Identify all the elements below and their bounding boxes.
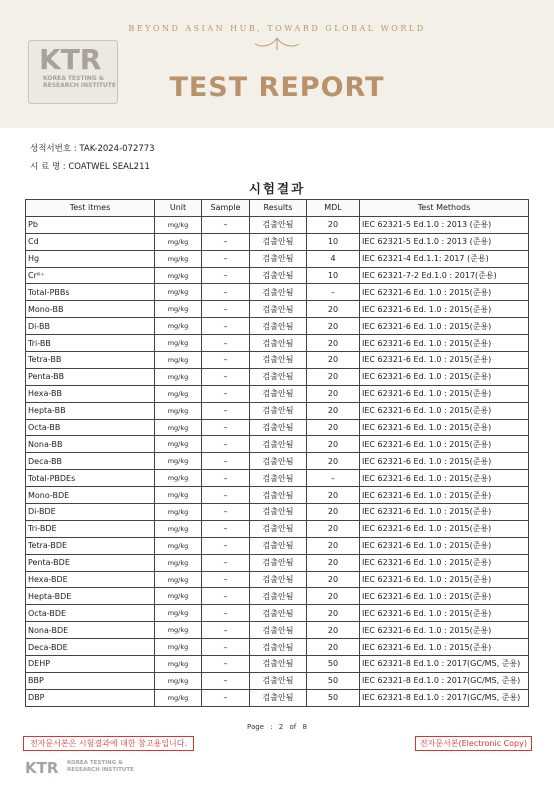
cell-method: IEC 62321-6 Ed. 1.0 : 2015(준용) — [360, 419, 529, 436]
table-row — [26, 453, 529, 470]
cell-method: IEC 62321-6 Ed. 1.0 : 2015(준용) — [360, 385, 529, 402]
cell-mdl: 20 — [307, 639, 360, 656]
cell-sample: – — [202, 419, 250, 436]
cell-unit: mg/kg — [155, 335, 202, 352]
cell-result: 검출안됨 — [250, 588, 307, 605]
cell-item: Total-PBDEs — [26, 470, 155, 487]
cell-mdl: 20 — [307, 318, 360, 335]
cell-mdl: 20 — [307, 301, 360, 318]
header-test-items: Test itmes — [26, 200, 155, 217]
report-number-value: TAK-2024-072773 — [79, 144, 155, 154]
cell-unit: mg/kg — [155, 554, 202, 571]
cell-result: 검출안됨 — [250, 571, 307, 588]
cell-sample: – — [202, 368, 250, 385]
cell-mdl: 20 — [307, 419, 360, 436]
cell-mdl: 20 — [307, 504, 360, 521]
cell-method: IEC 62321-6 Ed. 1.0 : 2015(준용) — [360, 520, 529, 537]
cell-item: Deca-BDE — [26, 639, 155, 656]
cell-item: Hepta-BB — [26, 402, 155, 419]
cell-sample: – — [202, 537, 250, 554]
cell-sample: – — [202, 656, 250, 673]
cell-sample: – — [202, 622, 250, 639]
cell-sample: – — [202, 284, 250, 301]
cell-item: Octa-BDE — [26, 605, 155, 622]
tagline: BEYOND ASIAN HUB, TOWARD GLOBAL WORLD — [128, 24, 426, 33]
cell-sample: – — [202, 520, 250, 537]
cell-method: IEC 62321-5 Ed.1.0 : 2013 (준용) — [360, 216, 529, 233]
table-row — [26, 233, 529, 250]
sample-name: 시 료 명 : COATWEL SEAL211 — [30, 162, 150, 172]
cell-item: Nona-BB — [26, 436, 155, 453]
cell-item: BBP — [26, 672, 155, 689]
table-row — [26, 487, 529, 504]
cell-unit: mg/kg — [155, 487, 202, 504]
cell-method: IEC 62321-6 Ed. 1.0 : 2015(준용) — [360, 504, 529, 521]
cell-method: IEC 62321-6 Ed. 1.0 : 2015(준용) — [360, 487, 529, 504]
cell-method: IEC 62321-6 Ed. 1.0 : 2015(준용) — [360, 639, 529, 656]
cell-unit: mg/kg — [155, 385, 202, 402]
cell-mdl: 50 — [307, 689, 360, 706]
cell-sample: – — [202, 672, 250, 689]
cell-unit: mg/kg — [155, 504, 202, 521]
cell-sample: – — [202, 301, 250, 318]
cell-result: 검출안됨 — [250, 639, 307, 656]
cell-mdl: 20 — [307, 622, 360, 639]
cell-mdl: – — [307, 470, 360, 487]
cell-item: Tri-BB — [26, 335, 155, 352]
cell-sample: – — [202, 352, 250, 369]
cell-sample: – — [202, 318, 250, 335]
cell-method: IEC 62321-6 Ed. 1.0 : 2015(준용) — [360, 470, 529, 487]
cell-unit: mg/kg — [155, 537, 202, 554]
cell-result: 검출안됨 — [250, 301, 307, 318]
cell-result: 검출안됨 — [250, 487, 307, 504]
table-row — [26, 470, 529, 487]
cell-mdl: 20 — [307, 605, 360, 622]
cell-result: 검출안됨 — [250, 689, 307, 706]
cell-unit: mg/kg — [155, 301, 202, 318]
cell-result: 검출안됨 — [250, 436, 307, 453]
table-row — [26, 318, 529, 335]
cell-result: 검출안됨 — [250, 470, 307, 487]
cell-method: IEC 62321-8 Ed.1.0 : 2017(GC/MS, 준용) — [360, 689, 529, 706]
cell-method: IEC 62321-6 Ed. 1.0 : 2015(준용) — [360, 588, 529, 605]
cell-method: IEC 62321-6 Ed. 1.0 : 2015(준용) — [360, 301, 529, 318]
cell-mdl: 10 — [307, 267, 360, 284]
cell-unit: mg/kg — [155, 656, 202, 673]
table-row — [26, 537, 529, 554]
cell-mdl: 20 — [307, 487, 360, 504]
cell-method: IEC 62321-5 Ed.1.0 : 2013 (준용) — [360, 233, 529, 250]
cell-unit: mg/kg — [155, 520, 202, 537]
table-row — [26, 504, 529, 521]
cell-sample: – — [202, 588, 250, 605]
table-row — [26, 639, 529, 656]
footer-logo-text: KOREA TESTING & RESEARCH INSTITUTE — [67, 760, 134, 773]
cell-unit: mg/kg — [155, 419, 202, 436]
cell-item: Di-BB — [26, 318, 155, 335]
table-row — [26, 335, 529, 352]
page-indicator: Page : 2 of 8 — [247, 723, 307, 731]
cell-sample: – — [202, 267, 250, 284]
cell-mdl: 4 — [307, 250, 360, 267]
cell-result: 검출안됨 — [250, 672, 307, 689]
cell-item: Deca-BB — [26, 453, 155, 470]
cell-mdl: 20 — [307, 537, 360, 554]
cell-result: 검출안됨 — [250, 554, 307, 571]
cell-mdl: 50 — [307, 656, 360, 673]
page-title: TEST REPORT — [169, 72, 385, 103]
cell-item: Nona-BDE — [26, 622, 155, 639]
cell-sample: – — [202, 385, 250, 402]
cell-item: Hexa-BDE — [26, 571, 155, 588]
cell-sample: – — [202, 216, 250, 233]
cell-unit: mg/kg — [155, 216, 202, 233]
table-row — [26, 656, 529, 673]
table-row — [26, 402, 529, 419]
report-number: 성적서번호 : TAK-2024-072773 — [30, 144, 155, 154]
cell-method: IEC 62321-7-2 Ed.1.0 : 2017(준용) — [360, 267, 529, 284]
cell-unit: mg/kg — [155, 571, 202, 588]
cell-method: IEC 62321-6 Ed. 1.0 : 2015(준용) — [360, 622, 529, 639]
electronic-copy-badge: 전자문서본(Electronic Copy) — [415, 736, 532, 751]
cell-mdl: 20 — [307, 335, 360, 352]
cell-method: IEC 62321-4 Ed.1.1: 2017 (준용) — [360, 250, 529, 267]
cell-item: Mono-BB — [26, 301, 155, 318]
cell-item: Total-PBBs — [26, 284, 155, 301]
cell-mdl: 20 — [307, 352, 360, 369]
table-row — [26, 689, 529, 706]
table-row — [26, 554, 529, 571]
cell-method: IEC 62321-8 Ed.1.0 : 2017(GC/MS, 준용) — [360, 672, 529, 689]
table-header-row — [26, 200, 529, 217]
reference-notice: 전자문서본은 시험결과에 대한 참고용입니다. — [23, 736, 194, 751]
cell-item: Penta-BDE — [26, 554, 155, 571]
cell-method: IEC 62321-6 Ed. 1.0 : 2015(준용) — [360, 605, 529, 622]
cell-item: Tri-BDE — [26, 520, 155, 537]
header-results: Results — [250, 200, 307, 217]
cell-unit: mg/kg — [155, 605, 202, 622]
cell-unit: mg/kg — [155, 352, 202, 369]
header-unit: Unit — [155, 200, 202, 217]
cell-mdl: 20 — [307, 571, 360, 588]
cell-result: 검출안됨 — [250, 504, 307, 521]
cell-unit: mg/kg — [155, 689, 202, 706]
table-row — [26, 436, 529, 453]
cell-sample: – — [202, 571, 250, 588]
cell-sample: – — [202, 554, 250, 571]
cell-unit: mg/kg — [155, 267, 202, 284]
cell-mdl: 20 — [307, 436, 360, 453]
cell-unit: mg/kg — [155, 233, 202, 250]
cell-method: IEC 62321-6 Ed. 1.0 : 2015(준용) — [360, 436, 529, 453]
total-pages: 8 — [302, 723, 307, 731]
cell-mdl: 20 — [307, 588, 360, 605]
cell-unit: mg/kg — [155, 318, 202, 335]
table-row — [26, 216, 529, 233]
cell-sample: – — [202, 689, 250, 706]
cell-result: 검출안됨 — [250, 250, 307, 267]
logo-subtitle: KOREA TESTING & RESEARCH INSTITUTE — [43, 75, 116, 89]
table-row — [26, 571, 529, 588]
cell-method: IEC 62321-6 Ed. 1.0 : 2015(준용) — [360, 284, 529, 301]
cell-item: Cr⁶⁺ — [26, 267, 155, 284]
cell-result: 검출안됨 — [250, 520, 307, 537]
cell-method: IEC 62321-6 Ed. 1.0 : 2015(준용) — [360, 537, 529, 554]
table-row — [26, 368, 529, 385]
cell-unit: mg/kg — [155, 470, 202, 487]
cell-result: 검출안됨 — [250, 267, 307, 284]
cell-item: Tetra-BB — [26, 352, 155, 369]
logo-mark: KTR — [39, 43, 102, 76]
table-row — [26, 605, 529, 622]
cell-mdl: 20 — [307, 520, 360, 537]
cell-mdl: – — [307, 284, 360, 301]
cell-sample: – — [202, 335, 250, 352]
cell-item: DBP — [26, 689, 155, 706]
cell-mdl: 50 — [307, 672, 360, 689]
table-row — [26, 267, 529, 284]
cell-method: IEC 62321-6 Ed. 1.0 : 2015(준용) — [360, 368, 529, 385]
header-mdl: MDL — [307, 200, 360, 217]
section-title: 시험결과 — [248, 181, 306, 196]
cell-item: DEHP — [26, 656, 155, 673]
table-row — [26, 284, 529, 301]
cell-unit: mg/kg — [155, 672, 202, 689]
table-row — [26, 588, 529, 605]
cell-result: 검출안됨 — [250, 318, 307, 335]
cell-method: IEC 62321-6 Ed. 1.0 : 2015(준용) — [360, 335, 529, 352]
cell-sample: – — [202, 453, 250, 470]
cell-sample: – — [202, 504, 250, 521]
cell-result: 검출안됨 — [250, 284, 307, 301]
report-header — [0, 0, 554, 128]
cell-unit: mg/kg — [155, 436, 202, 453]
cell-method: IEC 62321-6 Ed. 1.0 : 2015(준용) — [360, 352, 529, 369]
cell-item: Di-BDE — [26, 504, 155, 521]
cell-item: Octa-BB — [26, 419, 155, 436]
cell-sample: – — [202, 605, 250, 622]
header-sample: Sample — [202, 200, 250, 217]
table-row — [26, 672, 529, 689]
cell-item: Cd — [26, 233, 155, 250]
cell-sample: – — [202, 639, 250, 656]
cell-result: 검출안됨 — [250, 537, 307, 554]
cell-unit: mg/kg — [155, 453, 202, 470]
cell-unit: mg/kg — [155, 368, 202, 385]
table-row — [26, 352, 529, 369]
cell-result: 검출안됨 — [250, 605, 307, 622]
footer-logo-mark: KTR — [25, 759, 59, 777]
cell-item: Pb — [26, 216, 155, 233]
table-body — [26, 216, 529, 706]
cell-result: 검출안됨 — [250, 419, 307, 436]
cell-result: 검출안됨 — [250, 233, 307, 250]
sample-name-value: COATWEL SEAL211 — [68, 162, 150, 172]
cell-method: IEC 62321-6 Ed. 1.0 : 2015(준용) — [360, 453, 529, 470]
table-row — [26, 520, 529, 537]
header-test-methods: Test Methods — [360, 200, 529, 217]
cell-mdl: 10 — [307, 233, 360, 250]
cell-sample: – — [202, 402, 250, 419]
cell-unit: mg/kg — [155, 622, 202, 639]
cell-mdl: 20 — [307, 216, 360, 233]
cell-result: 검출안됨 — [250, 352, 307, 369]
cell-method: IEC 62321-8 Ed.1.0 : 2017(GC/MS, 준용) — [360, 656, 529, 673]
cell-item: Hexa-BB — [26, 385, 155, 402]
cell-mdl: 20 — [307, 453, 360, 470]
cell-method: IEC 62321-6 Ed. 1.0 : 2015(준용) — [360, 318, 529, 335]
cell-item: Penta-BB — [26, 368, 155, 385]
table-row — [26, 301, 529, 318]
ornament-icon — [252, 36, 302, 52]
cell-result: 검출안됨 — [250, 368, 307, 385]
cell-method: IEC 62321-6 Ed. 1.0 : 2015(준용) — [360, 571, 529, 588]
cell-sample: – — [202, 250, 250, 267]
cell-unit: mg/kg — [155, 250, 202, 267]
cell-result: 검출안됨 — [250, 335, 307, 352]
cell-item: Hg — [26, 250, 155, 267]
table-row — [26, 622, 529, 639]
cell-unit: mg/kg — [155, 588, 202, 605]
cell-item: Hepta-BDE — [26, 588, 155, 605]
cell-result: 검출안됨 — [250, 656, 307, 673]
current-page: 2 — [278, 723, 284, 731]
ktr-footer-logo — [25, 758, 134, 777]
cell-method: IEC 62321-6 Ed. 1.0 : 2015(준용) — [360, 402, 529, 419]
cell-mdl: 20 — [307, 402, 360, 419]
cell-result: 검출안됨 — [250, 402, 307, 419]
cell-sample: – — [202, 436, 250, 453]
table-row — [26, 385, 529, 402]
cell-sample: – — [202, 487, 250, 504]
cell-unit: mg/kg — [155, 639, 202, 656]
cell-result: 검출안됨 — [250, 453, 307, 470]
results-table — [25, 199, 529, 707]
cell-result: 검출안됨 — [250, 385, 307, 402]
cell-sample: – — [202, 233, 250, 250]
cell-mdl: 20 — [307, 554, 360, 571]
cell-item: Mono-BDE — [26, 487, 155, 504]
cell-mdl: 20 — [307, 385, 360, 402]
cell-result: 검출안됨 — [250, 622, 307, 639]
table-row — [26, 250, 529, 267]
cell-method: IEC 62321-6 Ed. 1.0 : 2015(준용) — [360, 554, 529, 571]
table-row — [26, 419, 529, 436]
cell-unit: mg/kg — [155, 402, 202, 419]
cell-item: Tetra-BDE — [26, 537, 155, 554]
cell-sample: – — [202, 470, 250, 487]
cell-mdl: 20 — [307, 368, 360, 385]
cell-unit: mg/kg — [155, 284, 202, 301]
cell-result: 검출안됨 — [250, 216, 307, 233]
